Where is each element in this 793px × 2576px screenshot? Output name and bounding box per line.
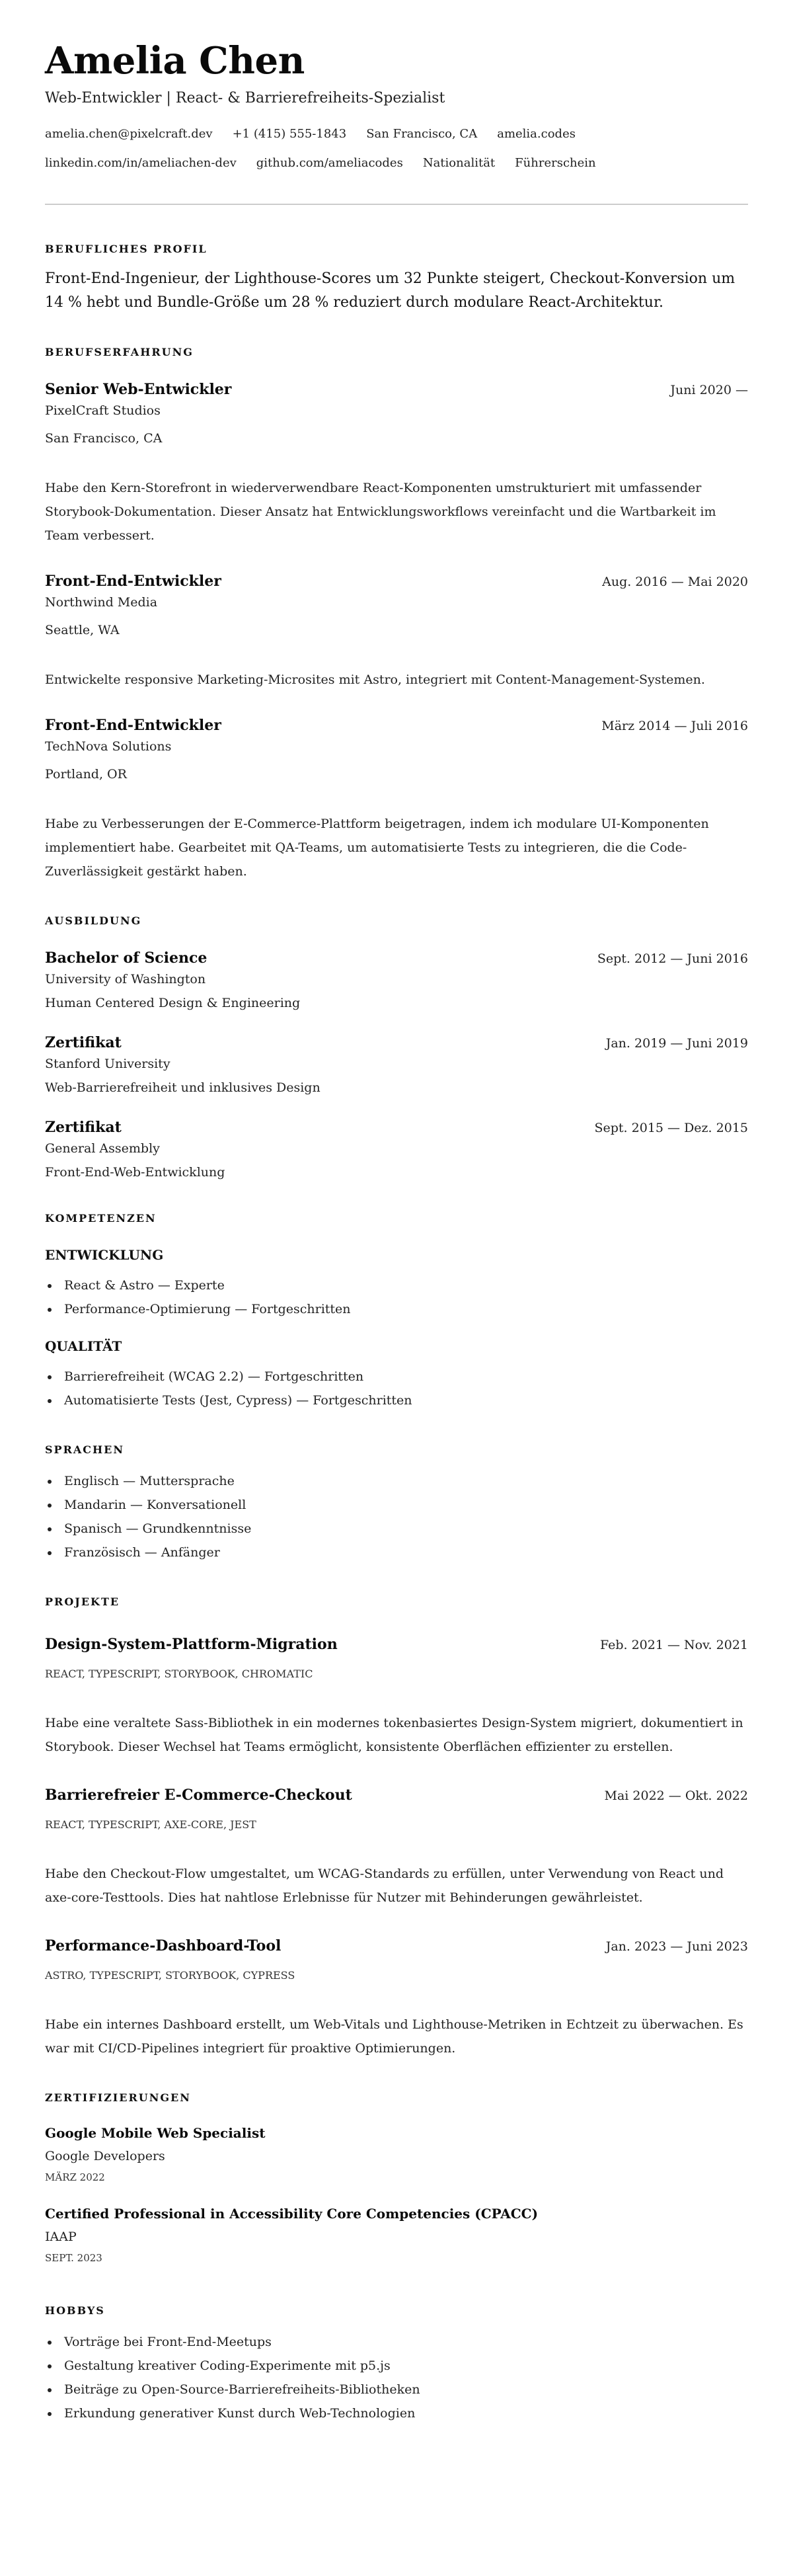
- project-description: Habe eine veraltete Sass-Bibliothek in ein modernes tokenbasiertes Design-System migriert, dokumentiert in Storybook. Dieser Wechsel hat Teams ermöglicht, konsistente Oberflächen effizienter zu erstellen.: [45, 1716, 743, 1754]
- profile-section: [45, 242, 748, 315]
- experience-entry: [45, 380, 748, 547]
- candidate-headline: Web-Entwickler | React- & Barrierefreiheits-Spezialist: [45, 90, 445, 106]
- hobbies-section: [45, 2304, 748, 2425]
- contact-row-primary: [45, 126, 748, 143]
- project-tech-tags: REACT, TYPESCRIPT, AXE-CORE, JEST: [45, 1818, 256, 1831]
- contact-email[interactable]: amelia.chen@pixelcraft.dev: [45, 127, 213, 141]
- certification-issuer: Google Developers: [45, 2149, 165, 2163]
- job-description: Entwickelte responsive Marketing-Microsites mit Astro, integriert mit Content-Management-Systemen.: [45, 672, 705, 687]
- skill-group-title: ENTWICKLUNG: [45, 1247, 164, 1263]
- job-company: TechNova Solutions: [45, 739, 172, 754]
- project-entry: [45, 1936, 748, 2060]
- degree-title: Zertifikat: [45, 1119, 122, 1136]
- school-name: University of Washington: [45, 972, 206, 986]
- field-of-study: Human Centered Design & Engineering: [45, 996, 301, 1010]
- project-date: Mai 2022 — Okt. 2022: [604, 1789, 748, 1803]
- skill-list: [45, 1365, 748, 1412]
- contact-phone: +1 (415) 555-1843: [232, 127, 347, 141]
- section-title-skills: KOMPETENZEN: [45, 1212, 157, 1225]
- section-title-languages: SPRACHEN: [45, 1443, 124, 1456]
- hobby-item: Gestaltung kreativer Coding-Experimente mit p5.js: [45, 2354, 748, 2378]
- section-title-certifications: ZERTIFIZIERUNGEN: [45, 2091, 191, 2104]
- job-date: Juni 2020 —: [670, 383, 748, 397]
- job-title: Front-End-Entwickler: [45, 573, 221, 590]
- job-title: Senior Web-Entwickler: [45, 381, 232, 398]
- degree-title: Bachelor of Science: [45, 949, 208, 967]
- education-section: [45, 914, 748, 1181]
- certifications-section: [45, 2091, 748, 2265]
- section-title-projects: PROJEKTE: [45, 1595, 120, 1608]
- education-date: Sept. 2012 — Juni 2016: [597, 951, 748, 966]
- project-date: Feb. 2021 — Nov. 2021: [599, 1638, 748, 1652]
- skill-item: Performance-Optimierung — Fortgeschritten: [45, 1297, 748, 1321]
- job-description: Habe zu Verbesserungen der E-Commerce-Plattform beigetragen, indem ich modulare UI-Komponenten implementiert habe. Gearbeitet mit QA-Teams, um automatisierte Tests zu integrieren, die die Code-Zuverlässigkeit gestärkt haben.: [45, 817, 709, 879]
- skill-item: React & Astro — Experte: [45, 1273, 748, 1297]
- section-title-profile: BERUFLICHES PROFIL: [45, 243, 208, 255]
- job-date: März 2014 — Juli 2016: [601, 719, 748, 733]
- language-item: Spanisch — Grundkenntnisse: [45, 1517, 748, 1541]
- project-tech-tags: ASTRO, TYPESCRIPT, STORYBOOK, CYPRESS: [45, 1969, 295, 1982]
- field-of-study: Front-End-Web-Entwicklung: [45, 1165, 225, 1180]
- language-item: Englisch — Muttersprache: [45, 1469, 748, 1493]
- contact-website[interactable]: amelia.codes: [497, 127, 576, 141]
- contact-github[interactable]: github.com/ameliacodes: [256, 156, 403, 170]
- hobby-item: Beiträge zu Open-Source-Barrierefreiheits-Bibliotheken: [45, 2378, 748, 2401]
- job-company: PixelCraft Studios: [45, 403, 161, 418]
- certification-issuer: IAAP: [45, 2230, 77, 2244]
- job-location: Portland, OR: [45, 767, 127, 782]
- school-name: Stanford University: [45, 1057, 170, 1071]
- certification-date: SEPT. 2023: [45, 2252, 102, 2264]
- certification-entry: [45, 2124, 748, 2185]
- job-location: San Francisco, CA: [45, 431, 163, 446]
- project-name: Design-System-Plattform-Migration: [45, 1636, 338, 1653]
- education-entry: [45, 948, 748, 1012]
- resume-header: [45, 40, 748, 172]
- education-date: Sept. 2015 — Dez. 2015: [594, 1121, 748, 1135]
- project-description: Habe ein internes Dashboard erstellt, um Web-Vitals und Lighthouse-Metriken in Echtzeit zu überwachen. Es war mit CI/CD-Pipelines integriert für proaktive Optimierungen.: [45, 2017, 743, 2056]
- contact-row-secondary: [45, 155, 748, 172]
- project-name: Performance-Dashboard-Tool: [45, 1937, 282, 1954]
- degree-title: Zertifikat: [45, 1034, 122, 1051]
- project-date: Jan. 2023 — Juni 2023: [605, 1939, 748, 1954]
- language-item: Mandarin — Konversationell: [45, 1493, 748, 1517]
- education-entry: [45, 1033, 748, 1096]
- skill-list: [45, 1273, 748, 1321]
- school-name: General Assembly: [45, 1141, 160, 1156]
- job-company: Northwind Media: [45, 595, 158, 610]
- contact-nationality: Nationalität: [422, 156, 496, 170]
- project-entry: [45, 1634, 748, 1759]
- hobby-item: Erkundung generativer Kunst durch Web-Technologien: [45, 2401, 748, 2425]
- contact-license: Führerschein: [515, 156, 596, 170]
- skill-item: Automatisierte Tests (Jest, Cypress) — Fortgeschritten: [45, 1389, 748, 1412]
- certification-name: Google Mobile Web Specialist: [45, 2125, 266, 2141]
- education-date: Jan. 2019 — Juni 2019: [605, 1036, 748, 1051]
- contact-location: San Francisco, CA: [366, 127, 478, 141]
- certification-date: MÄRZ 2022: [45, 2171, 105, 2183]
- project-entry: [45, 1785, 748, 1910]
- projects-section: [45, 1595, 748, 2060]
- skills-section: [45, 1211, 748, 1412]
- project-name: Barrierefreier E-Commerce-Checkout: [45, 1787, 352, 1804]
- section-title-experience: BERUFSERFAHRUNG: [45, 346, 194, 358]
- skill-group-title: QUALITÄT: [45, 1338, 122, 1354]
- experience-entry: [45, 715, 748, 883]
- hobby-list: [45, 2330, 748, 2425]
- experience-section: [45, 345, 748, 883]
- project-description: Habe den Checkout-Flow umgestaltet, um WCAG-Standards zu erfüllen, unter Verwendung von React und axe-core-Testtools. Dies hat nahtlose Erlebnisse für Nutzer mit Behinderungen gewährleistet.: [45, 1867, 724, 1905]
- education-entry: [45, 1117, 748, 1181]
- section-title-hobbies: HOBBYS: [45, 2304, 105, 2317]
- skill-item: Barrierefreiheit (WCAG 2.2) — Fortgeschritten: [45, 1365, 748, 1389]
- project-tech-tags: REACT, TYPESCRIPT, STORYBOOK, CHROMATIC: [45, 1668, 313, 1680]
- candidate-name: Amelia Chen: [45, 39, 305, 83]
- certification-entry: [45, 2204, 748, 2265]
- job-title: Front-End-Entwickler: [45, 717, 221, 734]
- contact-linkedin[interactable]: linkedin.com/in/ameliachen-dev: [45, 156, 237, 170]
- languages-section: [45, 1443, 748, 1564]
- language-item: Französisch — Anfänger: [45, 1541, 748, 1564]
- field-of-study: Web-Barrierefreiheit und inklusives Design: [45, 1080, 321, 1095]
- profile-summary: Front-End-Ingenieur, der Lighthouse-Scores um 32 Punkte steigert, Checkout-Konversion um 14 % hebt und Bundle-Größe um 28 % reduziert durch modulare React-Architektur.: [45, 270, 736, 311]
- job-description: Habe den Kern-Storefront in wiederverwendbare React-Komponenten umstrukturiert mit umfassender Storybook-Dokumentation. Dieser Ansatz hat Entwicklungsworkflows vereinfacht und die Wartbarkeit im Team verbessert.: [45, 481, 716, 543]
- job-date: Aug. 2016 — Mai 2020: [602, 575, 748, 589]
- certification-name: Certified Professional in Accessibility Core Competencies (CPACC): [45, 2206, 539, 2222]
- job-location: Seattle, WA: [45, 623, 120, 637]
- language-list: [45, 1469, 748, 1564]
- header-divider: [45, 204, 748, 205]
- section-title-education: AUSBILDUNG: [45, 914, 142, 927]
- hobby-item: Vorträge bei Front-End-Meetups: [45, 2330, 748, 2354]
- experience-entry: [45, 571, 748, 692]
